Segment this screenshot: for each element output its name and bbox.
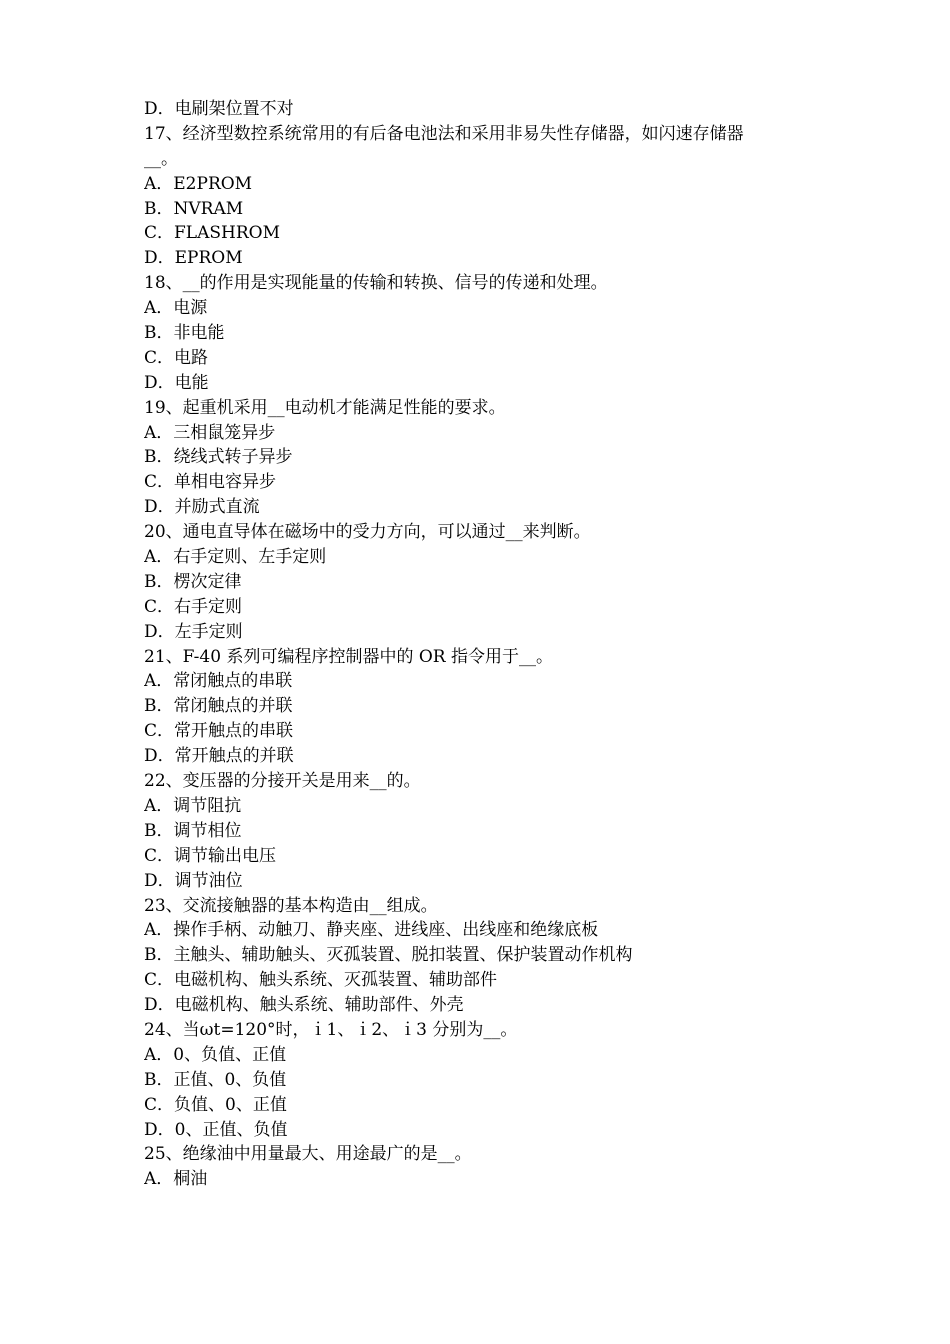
option-line: A．调节阻抗	[144, 795, 242, 816]
option-line: C．调节输出电压	[144, 845, 277, 866]
option-line: C．电路	[144, 347, 209, 368]
option-line: D．调节油位	[144, 870, 243, 891]
question-17: 17、经济型数控系统常用的有后备电池法和采用非易失性存储器，如闪速存储器	[144, 123, 744, 144]
option-line: B．主触头、辅助触头、灭孤装置、脱扣装置、保护装置动作机构	[144, 945, 633, 966]
question-23: 23、交流接触器的基本构造由__组成。	[144, 895, 438, 916]
option-line: A．0、负值、正值	[144, 1044, 287, 1065]
option-line: C．单相电容异步	[144, 472, 277, 493]
option-line: D．常开触点的并联	[144, 746, 294, 767]
option-line: B．NVRAM	[144, 198, 244, 219]
option-line: B．调节相位	[144, 820, 242, 841]
text-line: D．电刷架位置不对	[144, 99, 294, 119]
question-21: 21、F-40 系列可编程序控制器中的 OR 指令用于__。	[144, 646, 553, 667]
question-19: 19、起重机采用__电动机才能满足性能的要求。	[144, 397, 506, 418]
option-line: C．常开触点的串联	[144, 721, 294, 742]
question-24: 24、当ωt=120°时，ｉ1、ｉ2、ｉ3 分别为__。	[144, 1019, 518, 1040]
text-line: __。	[144, 148, 178, 169]
option-line: D．电磁机构、触头系统、辅助部件、外壳	[144, 995, 464, 1016]
option-line: A．桐油	[144, 1169, 208, 1190]
option-line: C．负值、0、正值	[144, 1094, 287, 1115]
question-18: 18、__的作用是实现能量的传输和转换、信号的传递和处理。	[144, 273, 608, 294]
option-line: B．非电能	[144, 323, 225, 344]
option-line: C．电磁机构、触头系统、灭孤装置、辅助部件	[144, 970, 498, 991]
option-line: B．常闭触点的并联	[144, 696, 293, 717]
option-line: A．常闭触点的串联	[144, 671, 293, 692]
option-line: A．操作手柄、动触刀、静夹座、进线座、出线座和绝缘底板	[144, 920, 599, 941]
question-25: 25、绝缘油中用量最大、用途最广的是__。	[144, 1144, 472, 1165]
option-line: C．右手定则	[144, 596, 243, 617]
option-line: A．三相鼠笼异步	[144, 422, 276, 443]
option-line: B．楞次定律	[144, 571, 242, 592]
option-line: C．FLASHROM	[144, 223, 280, 244]
option-line: A．右手定则、左手定则	[144, 547, 327, 568]
option-line: D．EPROM	[144, 248, 243, 269]
option-line: D．并励式直流	[144, 497, 260, 518]
document-page	[144, 97, 814, 1192]
option-line: A．E2PROM	[144, 173, 253, 194]
option-line: B．绕线式转子异步	[144, 447, 293, 468]
option-line: B．正值、0、负值	[144, 1069, 287, 1090]
question-22: 22、变压器的分接开关是用来__的。	[144, 771, 421, 792]
question-20: 20、通电直导体在磁场中的受力方向，可以通过__来判断。	[144, 522, 591, 543]
option-line: D．0、正值、负值	[144, 1119, 288, 1140]
option-line: A．电源	[144, 298, 208, 319]
option-line: D．左手定则	[144, 621, 243, 642]
option-line: D．电能	[144, 372, 209, 393]
